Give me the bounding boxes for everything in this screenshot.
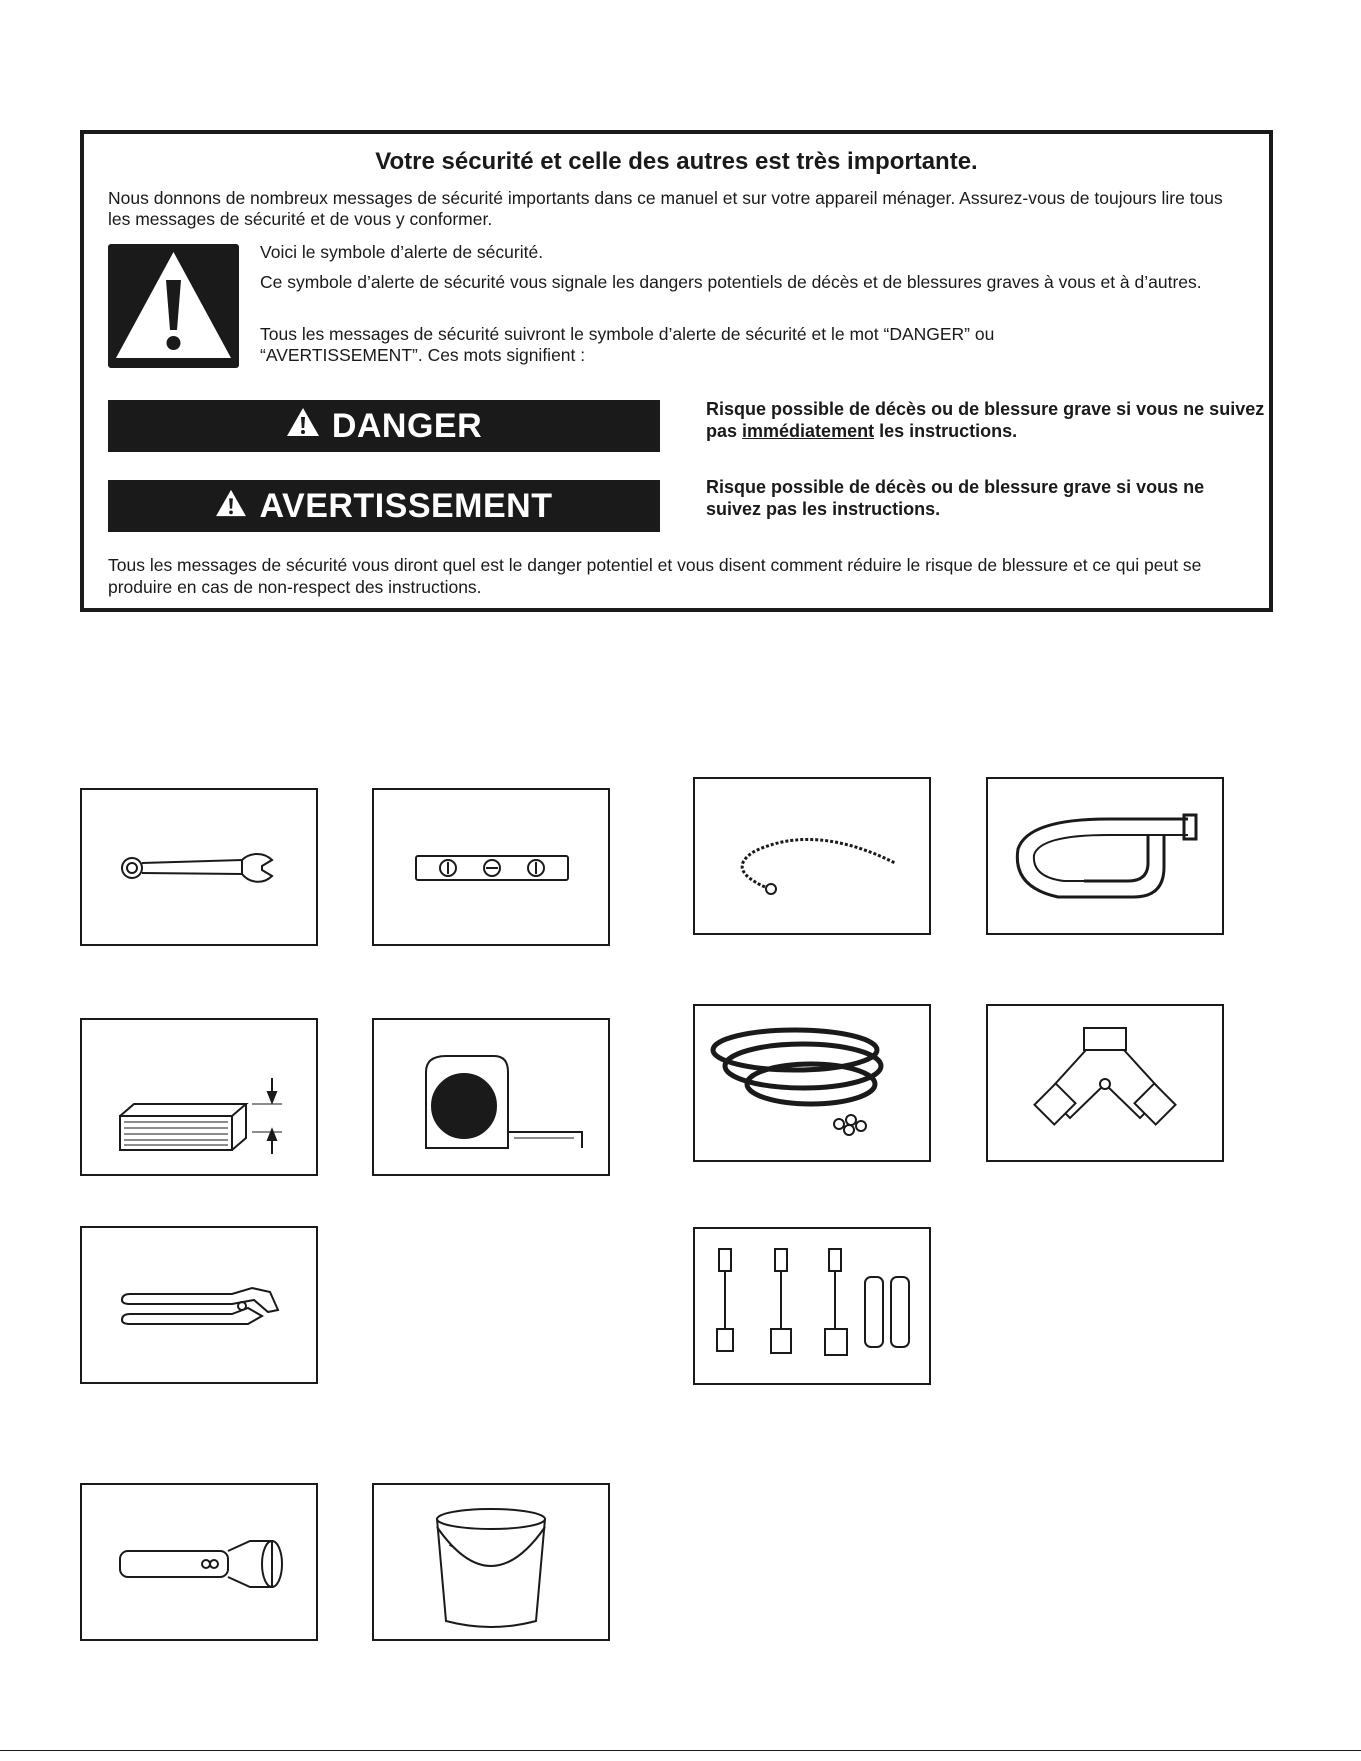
tape-measure-icon: [372, 1018, 610, 1176]
safety-alert-icon: [108, 244, 239, 368]
wrench-icon: [80, 788, 318, 946]
ground-strap-icon: [693, 777, 931, 935]
inlet-hoses-icon: [693, 1004, 931, 1162]
warning-risk: Risque possible de décès ou de blessure grave si vous ne suivez pas les instructions.: [706, 477, 1205, 519]
safety-footer: Tous les messages de sécurité vous diront quel est le danger potentiel et vous disent comment réduire le risque de blessure et ce qui peut se produire en cas de non-respect des instructions.: [108, 555, 1202, 597]
wood-block-icon: [80, 1018, 318, 1176]
safety-intro: Nous donnons de nombreux messages de sécurité importants dans ce manuel et sur votre appareil ménager. Assurez-vous de toujours lire tous les messages de sécurité et de vous y conformer.: [108, 188, 1223, 229]
warning-label: AVERTISSEMENT: [259, 486, 553, 525]
danger-risk-emphasis: immédiatement: [742, 421, 875, 441]
flashlight-icon: [80, 1483, 318, 1641]
warning-banner: [108, 480, 660, 532]
bucket-icon: [372, 1483, 610, 1641]
safety-box: [80, 130, 1273, 612]
warning-triangle-icon: [286, 407, 320, 446]
danger-banner: [108, 400, 660, 452]
symbol-follow: Tous les messages de sécurité suivront le symbole d’alerte de sécurité et le mot “DANGER” ou “AVERTISSEMENT”. Ces mots signifient :: [260, 324, 995, 365]
warning-triangle-icon: [215, 487, 247, 526]
symbol-meaning: Ce symbole d’alerte de sécurité vous signale les dangers potentiels de décès et de blessures graves à vous et à d’autres.: [260, 272, 1202, 292]
y-connector-icon: [986, 1004, 1224, 1162]
drain-hose-icon: [986, 777, 1224, 935]
symbol-line: Voici le symbole d’alerte de sécurité.: [260, 242, 544, 262]
safety-title: Votre sécurité et celle des autres est très importante.: [375, 148, 978, 175]
level-icon: [372, 788, 610, 946]
pliers-icon: [80, 1226, 318, 1384]
power-adapters-icon: [693, 1227, 931, 1385]
danger-risk: Risque possible de décès ou de blessure grave si vous ne suivez pas immédiatement les instructions.: [706, 399, 1265, 441]
bottom-rule: [0, 1750, 1361, 1751]
danger-label: DANGER: [331, 406, 483, 445]
